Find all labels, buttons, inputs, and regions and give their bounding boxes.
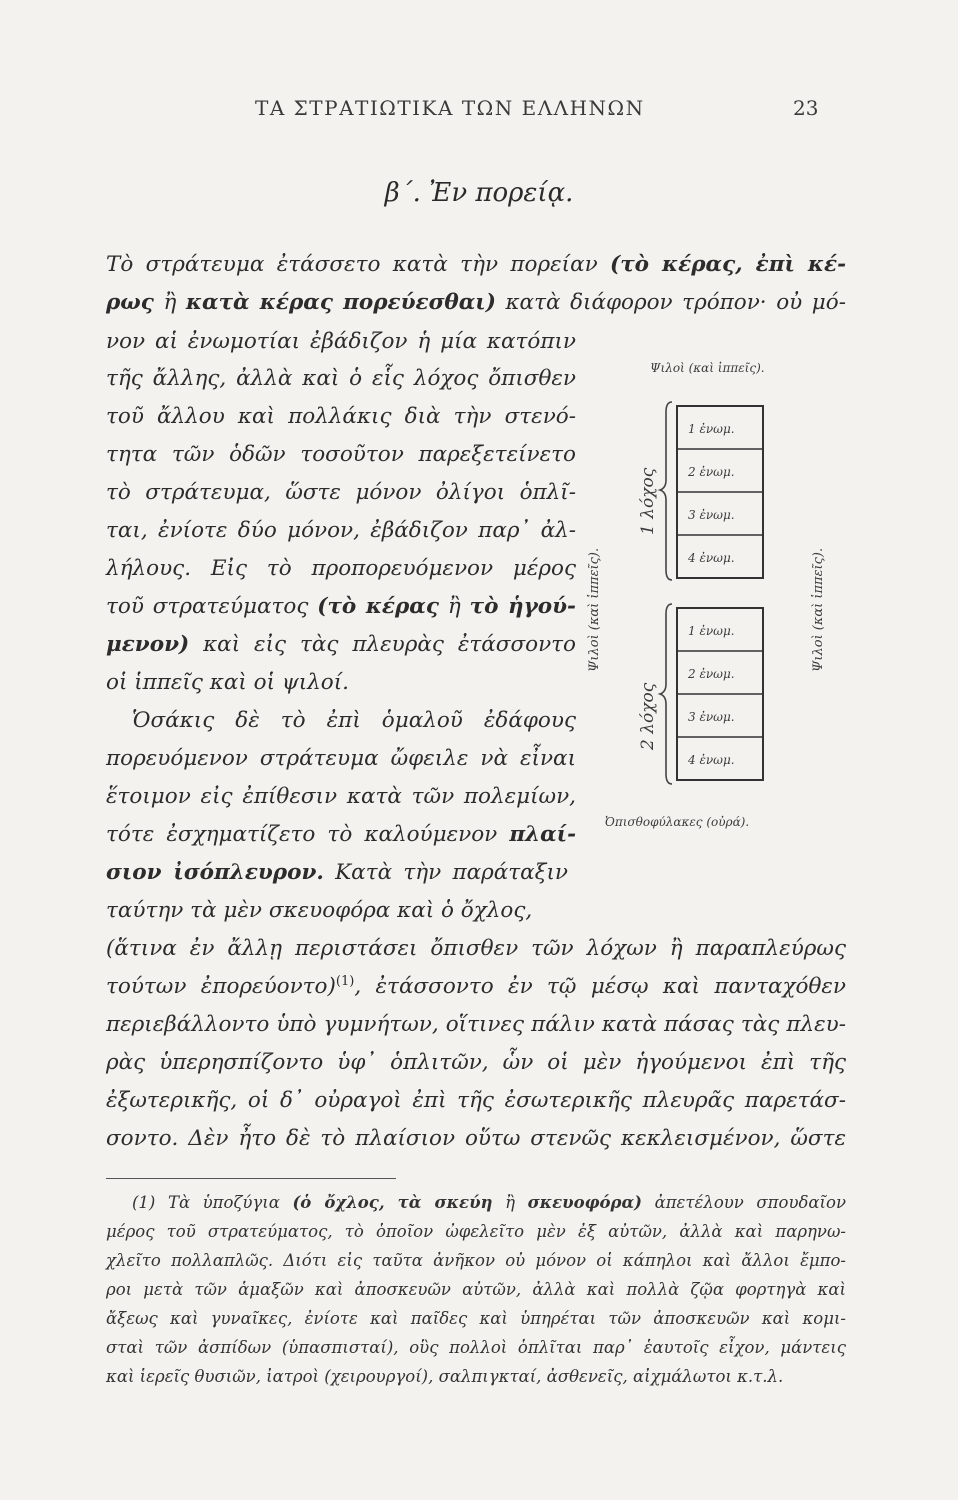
footnote-line: καὶ ἱερεῖς θυσιῶν, ἰατροὶ (χειρουργοί), σαλπιγκταί, ἀσθενεῖς, αἰχμάλωτοι κ.τ.λ. — [106, 1367, 784, 1386]
body-line: ται, ἐνίοτε δύο μόνον, ἐβάδιζον παρ᾽ ἀλ- — [106, 518, 576, 543]
enomotia-label: 1 ἐνωμ. — [688, 422, 735, 436]
body-line: Τὸ στράτευμα ἐτάσσετο κατὰ τὴν πορείαν (τὸ κέρας, ἐπὶ κέ- — [106, 252, 847, 277]
lochos-1-brace — [660, 402, 672, 580]
body-line: ρὰς ὑπερησπίζοντο ὑφ᾽ ὁπλιτῶν, ὧν οἱ μὲν ἡγούμενοι ἐπὶ τῆς — [106, 1050, 846, 1075]
lochos-2-brace — [660, 604, 672, 784]
diagram-bottom-label: Ὀπισθοφύλακες (οὐρά). — [605, 815, 750, 829]
body-line: τὸ στράτευμα, ὥστε μόνον ὀλίγοι ὁπλῖ- — [106, 480, 576, 505]
body-line: περιεβάλλοντο ὑπὸ γυμνήτων, οἵτινες πάλιν κατὰ πάσας τὰς πλευ- — [106, 1012, 846, 1037]
diagram-right-side-label: Ψιλοὶ (καὶ ἱππεῖς). — [811, 547, 826, 672]
enomotia-label: 1 ἐνωμ. — [688, 624, 735, 638]
enomotia-label: 3 ἐνωμ. — [688, 508, 735, 522]
body-line: νον αἱ ἐνωμοτίαι ἐβάδιζον ἡ μία κατόπιν — [106, 329, 576, 354]
enomotia-label: 2 ἐνωμ. — [688, 667, 735, 681]
body-line: (ἅτινα ἐν ἄλλῃ περιστάσει ὄπισθεν τῶν λόχων ἢ παραπλεύρως — [106, 936, 846, 961]
footnote-line: ροι μετὰ τῶν ἁμαξῶν καὶ ἀποσκευῶν αὐτῶν, ἀλλὰ καὶ πολλὰ ζῷα φορτηγὰ καὶ — [106, 1280, 846, 1299]
footnote-line: (1) Τὰ ὑποζύγια (ὁ ὄχλος, τὰ σκεύη ἢ σκευοφόρα) ἀπετέλουν σπουδαῖον — [132, 1193, 846, 1212]
section-heading: β΄. Ἐν πορείᾳ. — [384, 178, 574, 208]
body-line: ἕτοιμον εἰς ἐπίθεσιν κατὰ τῶν πολεμίων, — [106, 784, 576, 809]
diagram-lochos-2-label: 2 λόχος — [638, 682, 658, 750]
body-line: τότε ἐσχηματίζετο τὸ καλούμενον πλαί- — [106, 822, 576, 847]
footnote-line: χλεῖτο πολλαπλῶς. Διότι εἰς ταῦτα ἀνῆκον οὐ μόνον οἱ κάπηλοι καὶ ἄλλοι ἔμπο- — [106, 1251, 846, 1270]
body-line: ταύτην τὰ μὲν σκευοφόρα καὶ ὁ ὄχλος, — [106, 898, 533, 923]
enomotia-label: 4 ἐνωμ. — [688, 753, 735, 767]
page-number: 23 — [793, 96, 819, 120]
body-line: τητα τῶν ὁδῶν τοσοῦτον παρεξετείνετο — [106, 442, 576, 467]
body-line: τῆς ἄλλης, ἀλλὰ καὶ ὁ εἷς λόχος ὄπισθεν — [106, 366, 576, 391]
footnote-line: μέρος τοῦ στρατεύματος, τὸ ὁποῖον ὠφελεῖτο μὲν ἐξ αὐτῶν, ἀλλὰ καὶ παρηνω- — [106, 1222, 846, 1241]
lochos-2-block — [677, 608, 763, 780]
diagram-left-side-label: Ψιλοὶ (καὶ ἱππεῖς). — [587, 547, 602, 672]
running-title: ΤΑ ΣΤΡΑΤΙΩΤΙΚΑ ΤΩΝ ΕΛΛΗΝΩΝ — [255, 96, 645, 120]
body-line: σιον ἰσόπλευρον. Κατὰ τὴν παράταξιν — [106, 860, 569, 885]
body-line: σοντο. Δὲν ἦτο δὲ τὸ πλαίσιον οὕτω στενῶς κεκλεισμένον, ὥστε — [106, 1126, 846, 1151]
body-line: ρως ἢ κατὰ κέρας πορεύεσθαι) κατὰ διάφορον τρόπον· οὐ μό- — [106, 290, 846, 315]
body-line: τοῦ στρατεύματος (τὸ κέρας ἢ τὸ ἡγού- — [106, 594, 576, 619]
lochos-1-block — [677, 406, 763, 578]
enomotia-label: 3 ἐνωμ. — [688, 710, 735, 724]
diagram-top-label: Ψιλοὶ (καὶ ἱππεῖς). — [650, 361, 765, 375]
footnote-line: σταὶ τῶν ἀσπίδων (ὑπασπισταί), οὓς πολλοὶ ὁπλῖται παρ᾽ ἑαυτοῖς εἶχον, μάντεις — [106, 1338, 846, 1357]
body-line: τοῦ ἄλλου καὶ πολλάκις διὰ τὴν στενό- — [106, 404, 576, 429]
body-line: πορευόμενον στράτευμα ὤφειλε νὰ εἶναι — [106, 746, 576, 771]
body-line: ἐξωτερικῆς, οἱ δ᾽ οὐραγοὶ ἐπὶ τῆς ἐσωτερικῆς πλευρᾶς παρετάσ- — [106, 1088, 846, 1113]
body-line: μενον) καὶ εἰς τὰς πλευρὰς ἐτάσσοντο — [106, 632, 576, 657]
body-line: τούτων ἐπορεύοντο)$^{(1)}$, ἐτάσσοντο ἐν τῷ μέσῳ καὶ πανταχόθεν — [106, 974, 847, 1000]
diagram-lochos-1-label: 1 λόχος — [638, 467, 658, 535]
enomotia-label: 2 ἐνωμ. — [688, 465, 735, 479]
body-line: λήλους. Εἰς τὸ προπορευόμενον μέρος — [106, 556, 576, 581]
footnote-line: ἄξεως καὶ γυναῖκες, ἐνίοτε καὶ παῖδες καὶ ὑπηρέται τῶν ἀποσκευῶν καὶ κομι- — [106, 1309, 846, 1328]
body-line: Ὁσάκις δὲ τὸ ἐπὶ ὁμαλοῦ ἐδάφους — [132, 708, 576, 733]
body-line: οἱ ἱππεῖς καὶ οἱ ψιλοί. — [106, 670, 349, 695]
enomotia-label: 4 ἐνωμ. — [688, 551, 735, 565]
